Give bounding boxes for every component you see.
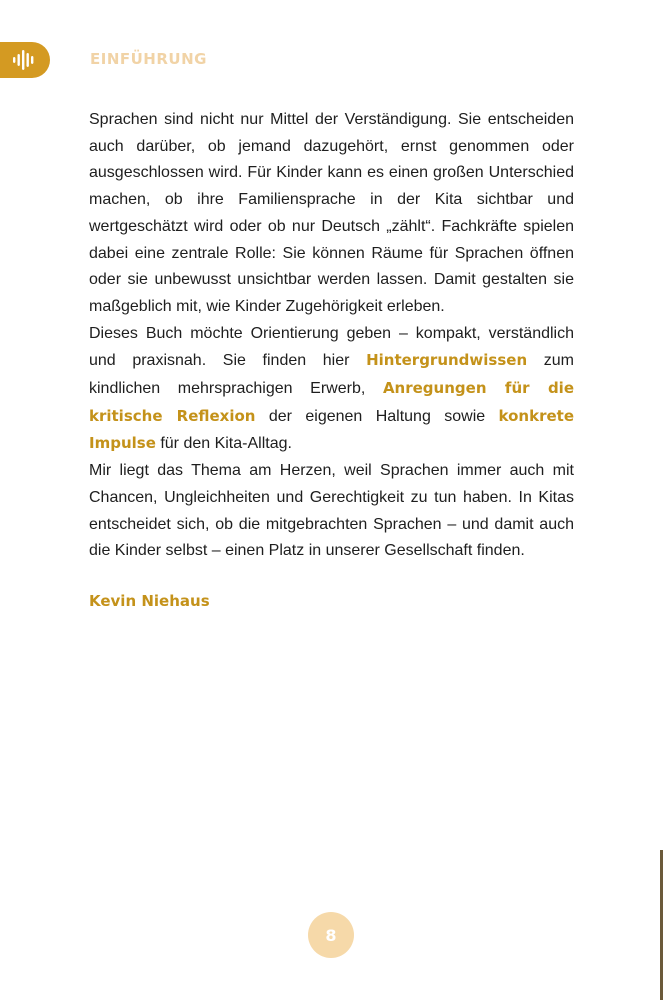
author-name: Kevin Niehaus: [89, 592, 210, 610]
chapter-tab: [0, 42, 50, 78]
page-number: 8: [308, 912, 354, 958]
highlight-reflection: Anregungen für die kritische Reflexion: [89, 379, 574, 425]
paragraph-1: Sprachen sind nicht nur Mittel der Verständigung. Sie entscheiden auch darüber, ob jemand dazugehört, ernst genommen oder ausgeschlossen wird. Für Kinder kann es einen großen Unterschied machen, ob ihre Familiensprache in der Kita sichtbar und wertgeschätzt wird oder ob nur Deutsch „zählt“. Fachkräfte spielen dabei eine zentrale Rolle: Sie können Räume für Sprachen öffnen oder sie unbewusst unsichtbar werden lassen. Damit gestalten sie maßgeblich mit, wie Kinder Zugehörigkeit erleben.: [89, 111, 574, 315]
paragraph-2-text: für den Kita-Alltag.: [155, 435, 292, 453]
paragraph-2-text: zum kindlichen mehrsprachigen Erwerb,: [89, 352, 574, 398]
sound-wave-icon: [12, 49, 38, 71]
highlight-impulses: konkrete Impulse: [89, 406, 574, 453]
paragraph-2-text: der eigenen Haltung sowie: [255, 407, 499, 425]
paragraph-3: Mir liegt das Thema am Herzen, weil Sprachen immer auch mit Chancen, Ungleichheiten und Gerechtigkeit zu tun haben. In Kitas entscheidet sich, ob die mitgebrachten Sprachen – und damit auch die Kinder selbst – einen Platz in unserer Gesellschaft finden.: [89, 462, 574, 560]
paragraph-2-text: Dieses Buch möchte Orientierung geben – kompakt, verständlich und praxisnah. Sie finden hier: [89, 324, 574, 370]
section-title: EINFÜHRUNG: [90, 50, 207, 68]
body-text: [89, 107, 574, 565]
paragraph-2: [89, 321, 574, 459]
highlight-background-knowledge: Hintergrundwissen: [366, 351, 528, 370]
